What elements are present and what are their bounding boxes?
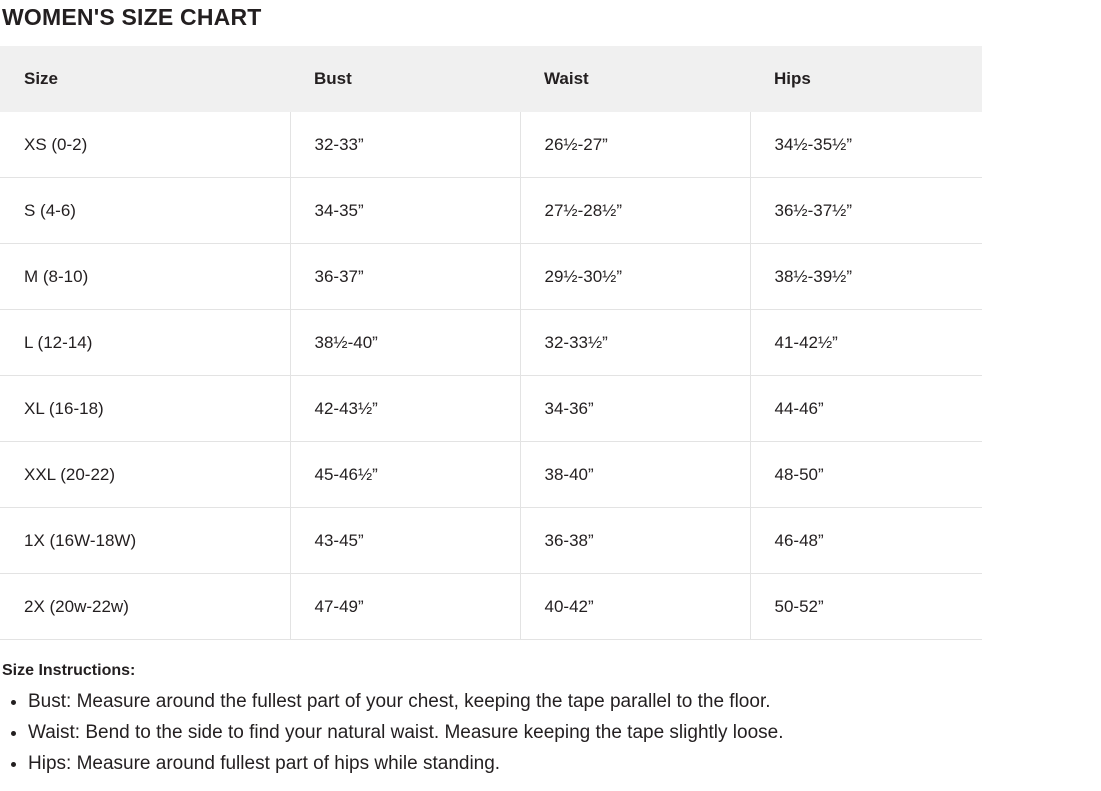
cell-hips: 50-52”: [750, 574, 982, 640]
cell-size: S (4-6): [0, 178, 290, 244]
cell-size: M (8-10): [0, 244, 290, 310]
table-header-row: [0, 46, 982, 112]
table-row: [0, 442, 982, 508]
cell-size: 1X (16W-18W): [0, 508, 290, 574]
list-item: • Hips: Measure around fullest part of hips while standing.: [28, 748, 1101, 779]
page-title: WOMEN'S SIZE CHART: [2, 4, 262, 30]
table-row: [0, 112, 982, 178]
table-row: [0, 508, 982, 574]
cell-size: 2X (20w-22w): [0, 574, 290, 640]
cell-size: XXL (20-22): [0, 442, 290, 508]
table-row: [0, 574, 982, 640]
cell-bust: 34-35”: [290, 178, 520, 244]
column-header-size: Size: [0, 46, 290, 112]
cell-bust: 36-37”: [290, 244, 520, 310]
cell-bust: 43-45”: [290, 508, 520, 574]
cell-waist: 32-33½”: [520, 310, 750, 376]
cell-hips: 34½-35½”: [750, 112, 982, 178]
cell-size: L (12-14): [0, 310, 290, 376]
cell-waist: 26½-27”: [520, 112, 750, 178]
column-header-hips: Hips: [750, 46, 982, 112]
list-item: • Waist: Bend to the side to find your natural waist. Measure keeping the tape slightly loose.: [28, 717, 1101, 748]
cell-bust: 32-33”: [290, 112, 520, 178]
cell-bust: 47-49”: [290, 574, 520, 640]
table-row: [0, 310, 982, 376]
cell-waist: 34-36”: [520, 376, 750, 442]
instructions-list: [0, 686, 1101, 779]
list-item: • Bust: Measure around the fullest part of your chest, keeping the tape parallel to the floor.: [28, 686, 1101, 717]
table-row: [0, 178, 982, 244]
cell-hips: 46-48”: [750, 508, 982, 574]
cell-waist: 36-38”: [520, 508, 750, 574]
cell-bust: 45-46½”: [290, 442, 520, 508]
cell-bust: 42-43½”: [290, 376, 520, 442]
cell-size: XS (0-2): [0, 112, 290, 178]
cell-hips: 44-46”: [750, 376, 982, 442]
cell-waist: 38-40”: [520, 442, 750, 508]
cell-waist: 40-42”: [520, 574, 750, 640]
cell-size: XL (16-18): [0, 376, 290, 442]
cell-hips: 41-42½”: [750, 310, 982, 376]
table-body: [0, 112, 982, 640]
instructions-heading: Size Instructions:: [2, 662, 136, 679]
cell-hips: 38½-39½”: [750, 244, 982, 310]
size-chart-table: [0, 46, 982, 640]
cell-hips: 36½-37½”: [750, 178, 982, 244]
table-header: [0, 46, 982, 112]
cell-bust: 38½-40”: [290, 310, 520, 376]
table-row: [0, 376, 982, 442]
cell-waist: 27½-28½”: [520, 178, 750, 244]
column-header-bust: Bust: [290, 46, 520, 112]
cell-hips: 48-50”: [750, 442, 982, 508]
cell-waist: 29½-30½”: [520, 244, 750, 310]
table-row: [0, 244, 982, 310]
column-header-waist: Waist: [520, 46, 750, 112]
